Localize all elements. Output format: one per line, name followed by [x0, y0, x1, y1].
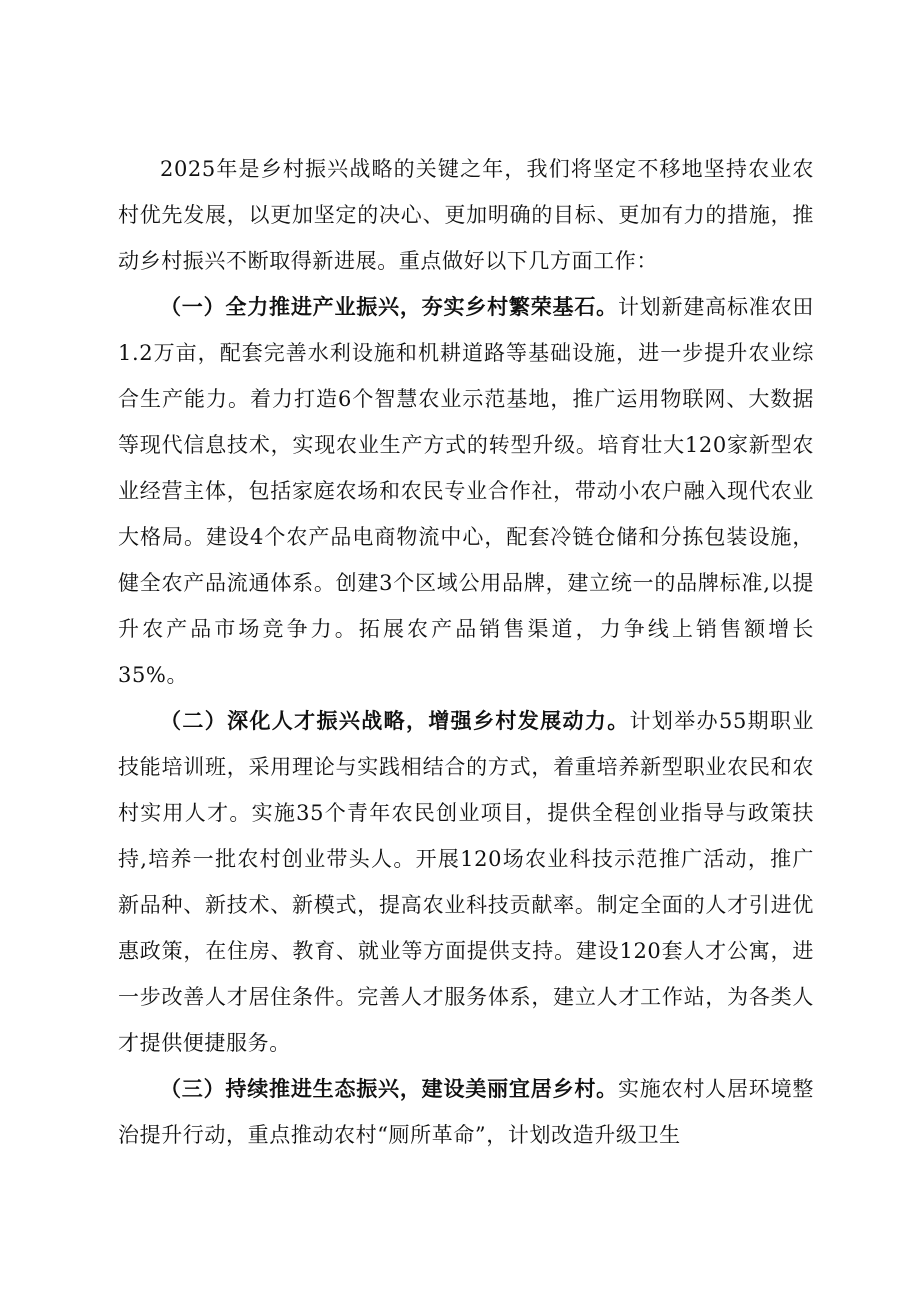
section-one-heading: （一）全力推进产业振兴，夯实乡村繁荣基石。	[160, 295, 618, 319]
document-body	[118, 146, 814, 1158]
section-two-paragraph	[118, 698, 814, 1066]
intro-paragraph	[118, 146, 814, 284]
intro-paragraph-text: 2025年是乡村振兴战略的关键之年，我们将坚定不移地坚持农业农村优先发展，以更加坚定的决心、更加明确的目标、更加有力的措施，推动乡村振兴不断取得新进展。重点做好以下几方面工作：	[118, 157, 814, 273]
section-one-paragraph	[118, 284, 814, 698]
section-three-paragraph	[118, 1066, 814, 1158]
section-two-text: 计划举办55期职业技能培训班，采用理论与实践相结合的方式，着重培养新型职业农民和农村实用人才。实施35个青年农民创业项目，提供全程创业指导与政策扶持,培养一批农村创业带头人。开展120场农业科技示范推广活动，推广新品种、新技术、新模式，提高农业科技贡献率。制定全面的人才引进优惠政策，在住房、教育、就业等方面提供支持。建设120套人才公寓，进一步改善人才居住条件。完善人才服务体系，建立人才工作站，为各类人才提供便捷服务。	[118, 709, 814, 1055]
section-three-heading: （三）持续推进生态振兴，建设美丽宜居乡村。	[160, 1077, 618, 1101]
section-one-text: 计划新建高标准农田1.2万亩，配套完善水利设施和机耕道路等基础设施，进一步提升农业综合生产能力。着力打造6个智慧农业示范基地，推广运用物联网、大数据等现代信息技术，实现农业生产方式的转型升级。培育壮大120家新型农业经营主体，包括家庭农场和农民专业合作社，带动小农户融入现代农业大格局。建设4个农产品电商物流中心，配套冷链仓储和分拣包装设施，健全农产品流通体系。创建3个区域公用品牌，建立统一的品牌标准,以提升农产品市场竞争力。拓展农产品销售渠道，力争线上销售额增长35%。	[118, 295, 814, 687]
section-three-text: 实施农村人居环境整治提升行动，重点推动农村“厕所革命”，计划改造升级卫生	[118, 1077, 814, 1147]
section-two-heading: （二）深化人才振兴战略，增强乡村发展动力。	[160, 709, 630, 733]
